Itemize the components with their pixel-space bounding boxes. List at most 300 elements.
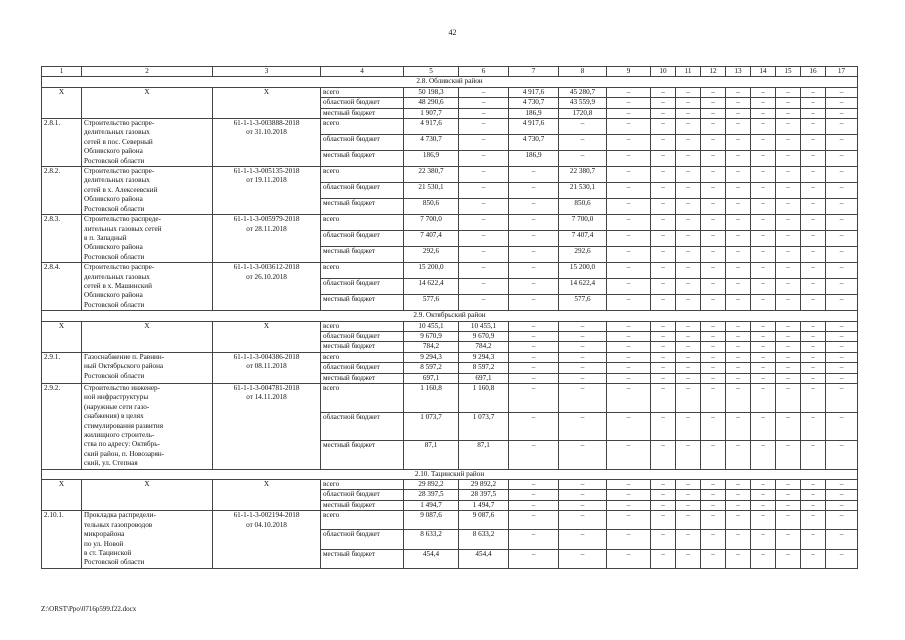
year-value-cell: – (607, 511, 651, 530)
year-value-cell: – (801, 98, 826, 108)
year-value-cell: – (459, 119, 509, 135)
year-value-cell: – (701, 199, 726, 215)
year-value-cell: – (726, 373, 751, 383)
column-number-cell: 3 (213, 67, 321, 77)
year-value-cell: – (676, 412, 701, 441)
year-value-cell: 1 494,7 (459, 500, 509, 510)
year-value-cell: – (751, 363, 776, 373)
year-value-cell: 14 622,4 (559, 279, 607, 295)
item-name-cell: Х (82, 87, 213, 118)
year-value-cell: 850,6 (559, 199, 607, 215)
year-value-cell: – (607, 215, 651, 231)
year-value-cell: – (776, 151, 801, 167)
total-value-cell: 21 530,1 (404, 183, 459, 199)
year-value-cell: – (701, 342, 726, 352)
year-value-cell: – (651, 263, 676, 279)
year-value-cell: 454,4 (459, 549, 509, 568)
total-value-cell: 186,9 (404, 151, 459, 167)
column-number-cell: 2 (82, 67, 213, 77)
year-value-cell: – (826, 247, 858, 263)
year-value-cell: – (801, 511, 826, 530)
year-value-cell: – (826, 480, 858, 490)
year-value-cell: – (826, 500, 858, 510)
year-value-cell: – (607, 295, 651, 311)
item-number-cell: Х (42, 480, 82, 511)
year-value-cell: – (826, 511, 858, 530)
year-value-cell: – (509, 500, 559, 510)
year-value-cell: – (826, 352, 858, 362)
table-row (42, 263, 858, 279)
year-value-cell: – (676, 352, 701, 362)
section-title: 2.8. Обливский район (42, 77, 858, 87)
item-name-cell: Строительство распре- делительных газовых сетей в х. Алексеевский Обливского района Ростовской области (82, 167, 213, 215)
funding-source-cell: местный бюджет (321, 441, 404, 470)
year-value-cell: – (651, 295, 676, 311)
year-value-cell: – (651, 279, 676, 295)
total-value-cell: 15 200,0 (404, 263, 459, 279)
year-value-cell: – (826, 490, 858, 500)
year-value-cell: – (676, 373, 701, 383)
year-value-cell: – (509, 441, 559, 470)
year-value-cell: – (701, 373, 726, 383)
year-value-cell: – (826, 167, 858, 183)
year-value-cell: 8 597,2 (459, 363, 509, 373)
year-value-cell: – (826, 363, 858, 373)
funding-source-cell: областной бюджет (321, 231, 404, 247)
year-value-cell: – (607, 321, 651, 331)
footer-file-path: Z:\ORST\Ppo\0716p599.f22.docx (41, 605, 137, 613)
year-value-cell: – (701, 500, 726, 510)
year-value-cell: – (726, 279, 751, 295)
year-value-cell: – (776, 480, 801, 490)
year-value-cell: – (676, 441, 701, 470)
year-value-cell: – (751, 231, 776, 247)
year-value-cell: – (776, 183, 801, 199)
year-value-cell: – (607, 549, 651, 568)
year-value-cell: – (459, 135, 509, 151)
year-value-cell: – (676, 135, 701, 151)
year-value-cell: – (801, 480, 826, 490)
item-name-cell: Строительство распре- делительных газовых сетей в пос. Северный Обливского района Ростовской области (82, 119, 213, 167)
year-value-cell: – (801, 549, 826, 568)
year-value-cell: – (651, 151, 676, 167)
year-value-cell: – (459, 215, 509, 231)
funding-source-cell: областной бюджет (321, 490, 404, 500)
year-value-cell: – (776, 331, 801, 341)
year-value-cell: – (607, 263, 651, 279)
year-value-cell: – (801, 441, 826, 470)
year-value-cell: – (801, 363, 826, 373)
year-value-cell: – (726, 384, 751, 413)
year-value-cell: – (751, 119, 776, 135)
year-value-cell: – (801, 108, 826, 118)
year-value-cell: 784,2 (459, 342, 509, 352)
column-number-row (42, 67, 858, 77)
funding-source-cell: всего (321, 511, 404, 530)
year-value-cell: – (751, 98, 776, 108)
year-value-cell: – (509, 167, 559, 183)
year-value-cell: 15 200,0 (559, 263, 607, 279)
year-value-cell: – (826, 108, 858, 118)
year-value-cell: – (701, 247, 726, 263)
year-value-cell: – (459, 151, 509, 167)
year-value-cell: – (776, 549, 801, 568)
total-value-cell: 784,2 (404, 342, 459, 352)
funding-source-cell: областной бюджет (321, 412, 404, 441)
year-value-cell: – (676, 87, 701, 97)
year-value-cell: – (509, 247, 559, 263)
column-number-cell: 11 (676, 67, 701, 77)
document-number-cell: 61-1-1-3-005979-2018 от 28.11.2018 (213, 215, 321, 263)
table-row (42, 384, 858, 413)
table-row (42, 352, 858, 362)
year-value-cell: – (776, 263, 801, 279)
year-value-cell: – (559, 511, 607, 530)
year-value-cell: 4 730,7 (509, 98, 559, 108)
total-value-cell: 4 730,7 (404, 135, 459, 151)
year-value-cell: 4 917,6 (509, 119, 559, 135)
year-value-cell: – (459, 183, 509, 199)
document-number-cell: Х (213, 87, 321, 118)
year-value-cell: – (607, 199, 651, 215)
year-value-cell: 28 397,5 (459, 490, 509, 500)
year-value-cell: – (826, 441, 858, 470)
total-value-cell: 7 407,4 (404, 231, 459, 247)
year-value-cell: – (651, 199, 676, 215)
year-value-cell: – (651, 87, 676, 97)
year-value-cell: – (701, 108, 726, 118)
year-value-cell: – (459, 167, 509, 183)
column-number-cell: 5 (404, 67, 459, 77)
year-value-cell: – (651, 321, 676, 331)
year-value-cell: – (651, 352, 676, 362)
year-value-cell: – (701, 135, 726, 151)
year-value-cell: 45 280,7 (559, 87, 607, 97)
year-value-cell: – (559, 384, 607, 413)
year-value-cell: – (726, 352, 751, 362)
year-value-cell: – (826, 183, 858, 199)
total-value-cell: 8 597,2 (404, 363, 459, 373)
year-value-cell: – (607, 530, 651, 549)
year-value-cell: – (701, 490, 726, 500)
year-value-cell: – (607, 87, 651, 97)
year-value-cell: – (509, 511, 559, 530)
year-value-cell: 87,1 (459, 441, 509, 470)
year-value-cell: – (826, 87, 858, 97)
year-value-cell: – (726, 511, 751, 530)
total-value-cell: 28 397,5 (404, 490, 459, 500)
document-number-cell: 61-1-1-3-003612-2018 от 26.10.2018 (213, 263, 321, 311)
year-value-cell: – (559, 441, 607, 470)
funding-source-cell: всего (321, 321, 404, 331)
year-value-cell: – (509, 412, 559, 441)
total-value-cell: 87,1 (404, 441, 459, 470)
total-value-cell: 48 290,6 (404, 98, 459, 108)
year-value-cell: – (826, 373, 858, 383)
column-number-cell: 17 (826, 67, 858, 77)
year-value-cell: – (776, 342, 801, 352)
table-row (42, 480, 858, 490)
table-row (42, 321, 858, 331)
year-value-cell: – (801, 263, 826, 279)
year-value-cell: – (801, 135, 826, 151)
year-value-cell: – (651, 441, 676, 470)
year-value-cell: – (701, 363, 726, 373)
year-value-cell: – (676, 151, 701, 167)
year-value-cell: – (726, 135, 751, 151)
year-value-cell: – (751, 441, 776, 470)
year-value-cell: – (509, 279, 559, 295)
year-value-cell: – (751, 342, 776, 352)
column-number-cell: 9 (607, 67, 651, 77)
total-value-cell: 7 700,0 (404, 215, 459, 231)
year-value-cell: – (559, 321, 607, 331)
total-value-cell: 850,6 (404, 199, 459, 215)
year-value-cell: – (726, 490, 751, 500)
year-value-cell: – (726, 549, 751, 568)
year-value-cell: – (607, 500, 651, 510)
year-value-cell: – (826, 199, 858, 215)
item-number-cell: 2.9.1. (42, 352, 82, 383)
year-value-cell: – (776, 247, 801, 263)
year-value-cell: – (607, 151, 651, 167)
year-value-cell: – (801, 331, 826, 341)
total-value-cell: 1 494,7 (404, 500, 459, 510)
year-value-cell: – (651, 384, 676, 413)
year-value-cell: – (801, 279, 826, 295)
year-value-cell: – (651, 183, 676, 199)
year-value-cell: – (676, 511, 701, 530)
year-value-cell: – (776, 295, 801, 311)
year-value-cell: – (726, 441, 751, 470)
year-value-cell: 21 530,1 (559, 183, 607, 199)
year-value-cell: 4 730,7 (509, 135, 559, 151)
year-value-cell: – (651, 108, 676, 118)
year-value-cell: – (676, 342, 701, 352)
section-header-row (42, 469, 858, 479)
year-value-cell: – (701, 321, 726, 331)
year-value-cell: – (676, 363, 701, 373)
year-value-cell: – (751, 412, 776, 441)
year-value-cell: 8 633,2 (459, 530, 509, 549)
year-value-cell: – (701, 511, 726, 530)
year-value-cell: – (801, 412, 826, 441)
year-value-cell: – (751, 263, 776, 279)
total-value-cell: 577,6 (404, 295, 459, 311)
funding-source-cell: местный бюджет (321, 247, 404, 263)
year-value-cell: – (676, 231, 701, 247)
year-value-cell: – (651, 231, 676, 247)
document-number-cell: 61-1-1-3-002194-2018 от 04.10.2018 (213, 511, 321, 568)
year-value-cell: – (459, 279, 509, 295)
total-value-cell: 50 198,3 (404, 87, 459, 97)
funding-source-cell: местный бюджет (321, 295, 404, 311)
year-value-cell: – (776, 231, 801, 247)
year-value-cell: – (801, 530, 826, 549)
total-value-cell: 9 670,9 (404, 331, 459, 341)
year-value-cell: – (509, 263, 559, 279)
year-value-cell: 7 700,0 (559, 215, 607, 231)
total-value-cell: 697,1 (404, 373, 459, 383)
year-value-cell: – (559, 373, 607, 383)
year-value-cell: – (701, 441, 726, 470)
year-value-cell: – (701, 263, 726, 279)
year-value-cell: – (751, 480, 776, 490)
year-value-cell: – (701, 412, 726, 441)
year-value-cell: – (607, 167, 651, 183)
table-row (42, 87, 858, 97)
funding-source-cell: местный бюджет (321, 373, 404, 383)
funding-source-cell: всего (321, 263, 404, 279)
column-number-cell: 15 (776, 67, 801, 77)
year-value-cell: – (776, 363, 801, 373)
year-value-cell: – (676, 183, 701, 199)
year-value-cell: – (701, 183, 726, 199)
year-value-cell: – (651, 119, 676, 135)
year-value-cell: 4 917,6 (509, 87, 559, 97)
year-value-cell: – (726, 119, 751, 135)
year-value-cell: – (751, 135, 776, 151)
year-value-cell: – (751, 331, 776, 341)
year-value-cell: 10 455,1 (459, 321, 509, 331)
document-number-cell: 61-1-1-3-004781-2018 от 14.11.2018 (213, 384, 321, 470)
year-value-cell: – (607, 373, 651, 383)
year-value-cell: – (826, 331, 858, 341)
item-number-cell: Х (42, 87, 82, 118)
year-value-cell: – (826, 384, 858, 413)
year-value-cell: – (751, 384, 776, 413)
year-value-cell: – (701, 98, 726, 108)
year-value-cell: – (559, 352, 607, 362)
year-value-cell: – (751, 183, 776, 199)
total-value-cell: 9 294,3 (404, 352, 459, 362)
year-value-cell: – (607, 108, 651, 118)
year-value-cell: – (726, 87, 751, 97)
year-value-cell: – (676, 199, 701, 215)
year-value-cell: – (751, 511, 776, 530)
year-value-cell: – (651, 480, 676, 490)
year-value-cell: – (701, 480, 726, 490)
year-value-cell: – (676, 384, 701, 413)
item-number-cell: 2.10.1. (42, 511, 82, 568)
year-value-cell: – (776, 167, 801, 183)
year-value-cell: – (776, 352, 801, 362)
year-value-cell: – (509, 321, 559, 331)
year-value-cell: – (651, 500, 676, 510)
funding-source-cell: местный бюджет (321, 108, 404, 118)
year-value-cell: – (509, 480, 559, 490)
funding-source-cell: всего (321, 87, 404, 97)
year-value-cell: – (509, 231, 559, 247)
column-number-cell: 6 (459, 67, 509, 77)
year-value-cell: – (459, 87, 509, 97)
year-value-cell: 1720,8 (559, 108, 607, 118)
total-value-cell: 10 455,1 (404, 321, 459, 331)
year-value-cell: – (676, 263, 701, 279)
year-value-cell: – (726, 199, 751, 215)
item-number-cell: 2.9.2. (42, 384, 82, 470)
year-value-cell: – (459, 231, 509, 247)
year-value-cell: – (676, 321, 701, 331)
year-value-cell: – (651, 363, 676, 373)
year-value-cell: – (607, 247, 651, 263)
total-value-cell: 454,4 (404, 549, 459, 568)
funding-source-cell: областной бюджет (321, 279, 404, 295)
year-value-cell: – (676, 331, 701, 341)
year-value-cell: – (559, 119, 607, 135)
item-name-cell: Прокладка распредели- тельных газопроводов микрорайона по ул. Новой в ст. Тацинской Ростовской области (82, 511, 213, 568)
year-value-cell: – (701, 87, 726, 97)
year-value-cell: – (701, 279, 726, 295)
section-title: 2.9. Октябрьский район (42, 311, 858, 321)
year-value-cell: – (607, 279, 651, 295)
section-header-row (42, 77, 858, 87)
funding-source-cell: всего (321, 352, 404, 362)
year-value-cell: – (701, 295, 726, 311)
year-value-cell: – (676, 480, 701, 490)
document-number-cell: Х (213, 480, 321, 511)
year-value-cell: – (826, 530, 858, 549)
year-value-cell: – (726, 151, 751, 167)
year-value-cell: – (701, 384, 726, 413)
year-value-cell: – (701, 215, 726, 231)
total-value-cell: 8 633,2 (404, 530, 459, 549)
year-value-cell: – (509, 331, 559, 341)
year-value-cell: – (459, 295, 509, 311)
funding-source-cell: областной бюджет (321, 135, 404, 151)
total-value-cell: 4 917,6 (404, 119, 459, 135)
funding-source-cell: областной бюджет (321, 363, 404, 373)
year-value-cell: – (651, 549, 676, 568)
column-number-cell: 12 (701, 67, 726, 77)
year-value-cell: – (751, 87, 776, 97)
document-number-cell: 61-1-1-3-004386-2018 от 08.11.2018 (213, 352, 321, 383)
document-number-cell: 61-1-1-3-003888-2018 от 31.10.2018 (213, 119, 321, 167)
year-value-cell: – (826, 135, 858, 151)
year-value-cell: – (509, 363, 559, 373)
year-value-cell: – (651, 342, 676, 352)
year-value-cell: – (801, 373, 826, 383)
year-value-cell: – (801, 151, 826, 167)
funding-source-cell: всего (321, 167, 404, 183)
year-value-cell: 7 407,4 (559, 231, 607, 247)
item-number-cell: Х (42, 321, 82, 352)
year-value-cell: – (726, 108, 751, 118)
year-value-cell: – (751, 199, 776, 215)
year-value-cell: – (607, 490, 651, 500)
year-value-cell: – (801, 199, 826, 215)
year-value-cell: – (776, 511, 801, 530)
year-value-cell: 9 087,6 (459, 511, 509, 530)
year-value-cell: – (751, 549, 776, 568)
total-value-cell: 9 087,6 (404, 511, 459, 530)
year-value-cell: – (459, 108, 509, 118)
year-value-cell: – (509, 530, 559, 549)
year-value-cell: – (751, 295, 776, 311)
year-value-cell: – (826, 151, 858, 167)
year-value-cell: – (726, 183, 751, 199)
column-number-cell: 8 (559, 67, 607, 77)
year-value-cell: – (459, 199, 509, 215)
year-value-cell: – (607, 231, 651, 247)
table-row (42, 511, 858, 530)
year-value-cell: – (509, 183, 559, 199)
year-value-cell: – (801, 215, 826, 231)
year-value-cell: – (726, 500, 751, 510)
column-number-cell: 13 (726, 67, 751, 77)
year-value-cell: – (559, 151, 607, 167)
year-value-cell: – (676, 530, 701, 549)
